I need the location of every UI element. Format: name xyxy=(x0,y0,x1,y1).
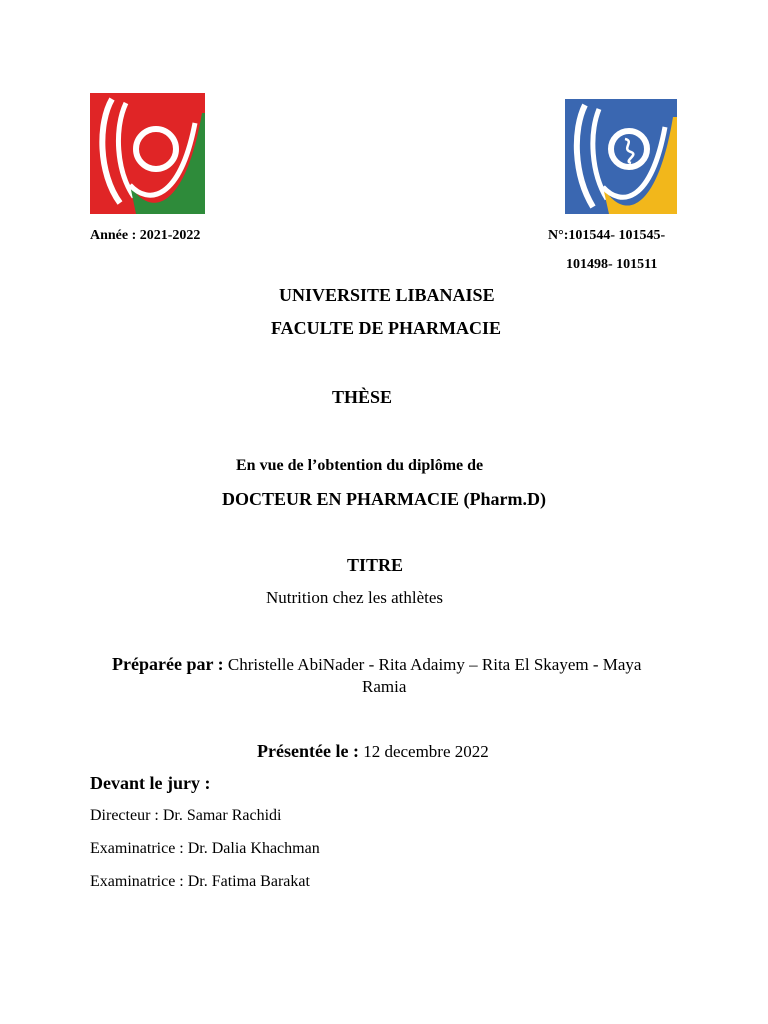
authors-label: Préparée par : xyxy=(112,654,224,674)
thesis-purpose: En vue de l’obtention du diplôme de xyxy=(236,457,484,474)
jury-member xyxy=(90,807,282,825)
degree-title: DOCTEUR EN PHARMACIE (Pharm.D) xyxy=(222,489,546,509)
jury-role: Examinatrice : xyxy=(90,840,188,857)
presentation-date: 12 decembre 2022 xyxy=(363,742,489,761)
jury-heading: Devant le jury : xyxy=(90,773,211,793)
jury-role: Examinatrice : xyxy=(90,873,188,890)
year-label: Année : 2021-2022 xyxy=(90,228,201,243)
faculty-of-pharmacy-logo xyxy=(565,99,677,214)
student-numbers-line2: 101498- 101511 xyxy=(566,257,658,272)
title-label: TITRE xyxy=(347,555,404,575)
jury-name: Dr. Dalia Khachman xyxy=(187,840,320,857)
jury-member xyxy=(90,873,310,891)
presentation-label: Présentée le : xyxy=(257,741,359,761)
authors-line2: Ramia xyxy=(362,677,407,696)
jury-member xyxy=(90,840,320,858)
authors-names: Christelle AbiNader - Rita Adaimy – Rita El Skayem - Maya xyxy=(227,655,642,674)
thesis-label: THÈSE xyxy=(332,387,393,407)
jury-role: Directeur : xyxy=(90,807,163,824)
jury-name: Dr. Fatima Barakat xyxy=(187,873,310,890)
lebanese-university-logo xyxy=(90,93,205,214)
authors-line1 xyxy=(112,654,641,675)
university-name: UNIVERSITE LIBANAISE xyxy=(279,285,495,305)
student-numbers-line1: N°:101544- 101545- xyxy=(548,228,666,243)
thesis-title: Nutrition chez les athlètes xyxy=(266,588,444,607)
jury-name: Dr. Samar Rachidi xyxy=(162,807,282,824)
faculty-name: FACULTE DE PHARMACIE xyxy=(271,318,502,338)
presentation-line xyxy=(257,741,489,762)
